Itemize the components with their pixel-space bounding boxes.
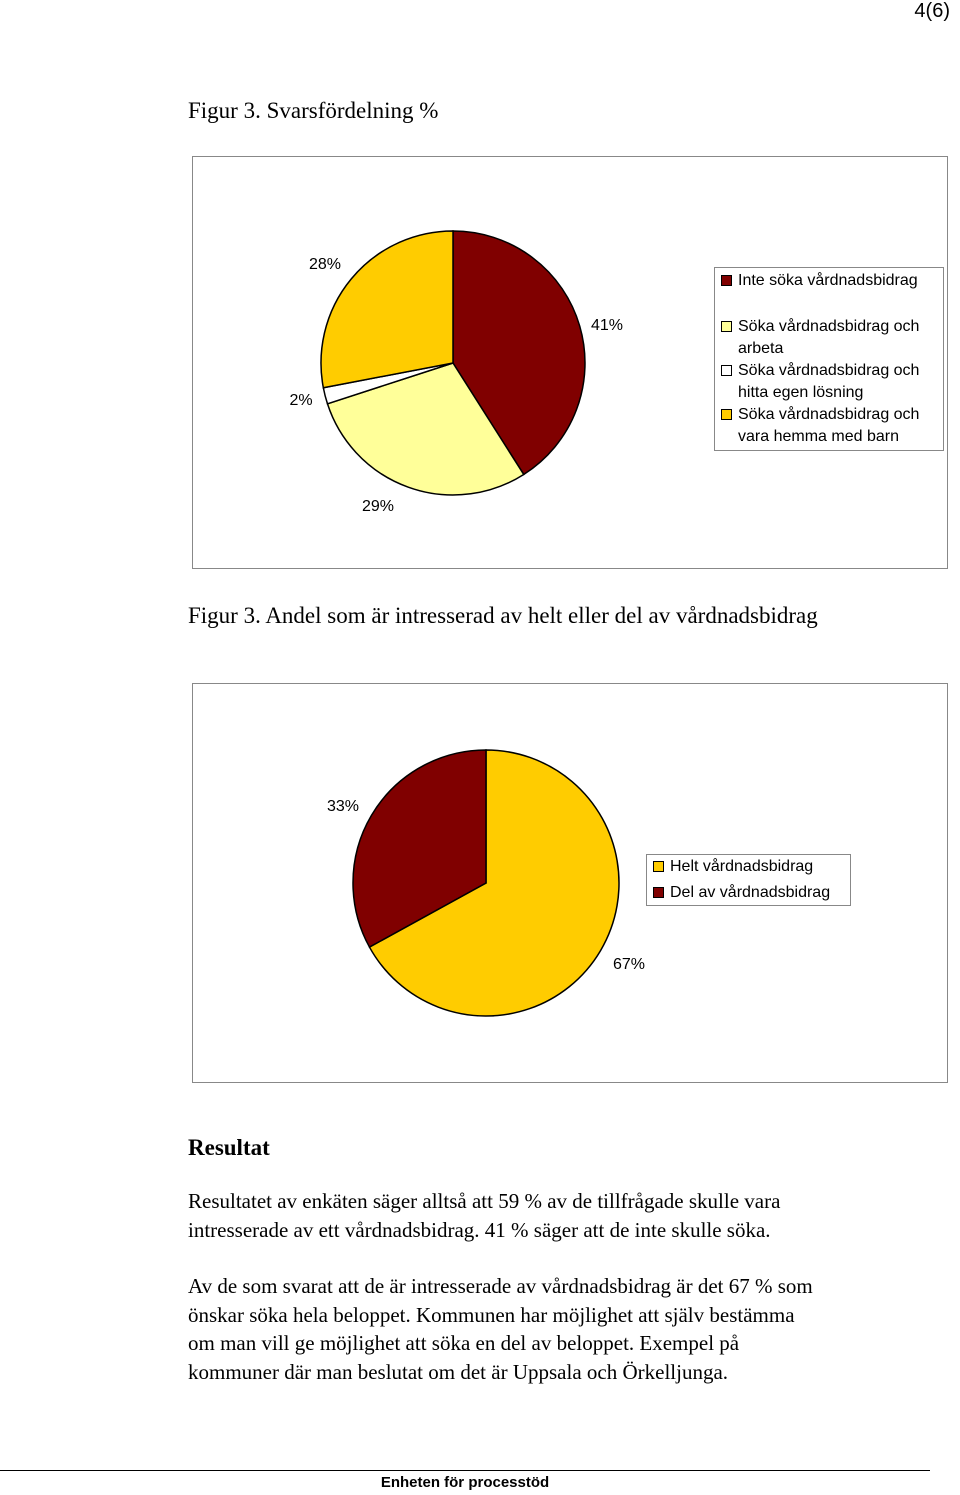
legend-label-line1: Söka vårdnadsbidrag och <box>738 406 920 423</box>
legend-swatch <box>721 409 732 420</box>
paragraph-line: intresserade av ett vårdnadsbidrag. 41 % säger att de inte skulle söka. <box>188 1217 771 1242</box>
pie-chart-1 <box>192 156 948 569</box>
pie-slice-label: 41% <box>590 317 624 334</box>
legend-label-line2: arbeta <box>738 340 784 357</box>
paragraph-line: Resultatet av enkäten säger alltså att 59 % av de tillfrågade skulle vara <box>188 1189 781 1213</box>
figure1-title: Figur 3. Svarsfördelning % <box>188 98 439 123</box>
legend-item-arbeta <box>718 316 940 360</box>
legend-swatch <box>653 887 664 898</box>
legend-swatch <box>653 861 664 872</box>
paragraph-line: Av de som svarat att de är intresserade av vårdnadsbidrag är det 67 % som <box>188 1274 813 1298</box>
legend-item-egen-losning <box>718 360 940 404</box>
pie-chart-2-legend <box>646 854 851 906</box>
pie-chart-2 <box>192 683 948 1083</box>
legend-label-line1: Söka vårdnadsbidrag och <box>738 362 920 379</box>
results-paragraph-1 <box>188 1187 948 1244</box>
figure2-title: Figur 3. Andel som är intresserad av helt eller del av vårdnadsbidrag <box>188 603 818 628</box>
pie-slice-label: 29% <box>361 498 395 515</box>
legend-item-hemma <box>718 404 940 448</box>
paragraph-line: om man vill ge möjlighet att söka en del av beloppet. Exempel på <box>188 1331 740 1355</box>
paragraph-line: önskar söka hela beloppet. Kommunen har möjlighet att själv bestämma <box>188 1302 795 1327</box>
results-paragraph-2 <box>188 1272 948 1386</box>
pie-slice-label: 67% <box>612 956 646 973</box>
legend-swatch <box>721 365 732 376</box>
paragraph-line: kommuner där man beslutat om det är Uppsala och Örkelljunga. <box>188 1359 729 1384</box>
legend-label: Helt vårdnadsbidrag <box>670 858 814 875</box>
page-number: 4(6) <box>914 0 950 22</box>
legend-swatch <box>721 321 732 332</box>
footer-divider <box>0 1470 930 1471</box>
results-heading: Resultat <box>188 1135 270 1160</box>
legend-swatch <box>721 275 732 286</box>
legend-label-line2: vara hemma med barn <box>738 428 899 445</box>
legend-item-inte-soka <box>718 270 940 292</box>
legend-item-del <box>650 882 847 904</box>
footer-text: Enheten för processtöd <box>380 1474 550 1491</box>
legend-item-helt <box>650 856 847 878</box>
legend-label: Inte söka vårdnadsbidrag <box>738 272 918 289</box>
pie-slice-label: 33% <box>326 798 360 815</box>
pie-slice-label: 2% <box>289 392 313 409</box>
legend-label-line1: Söka vårdnadsbidrag och <box>738 318 920 335</box>
legend-label: Del av vårdnadsbidrag <box>670 884 831 901</box>
pie-slice <box>321 231 453 388</box>
pie-chart-1-legend <box>714 267 944 451</box>
legend-label-line2: hitta egen lösning <box>738 384 864 401</box>
pie-slice-label: 28% <box>308 256 342 273</box>
